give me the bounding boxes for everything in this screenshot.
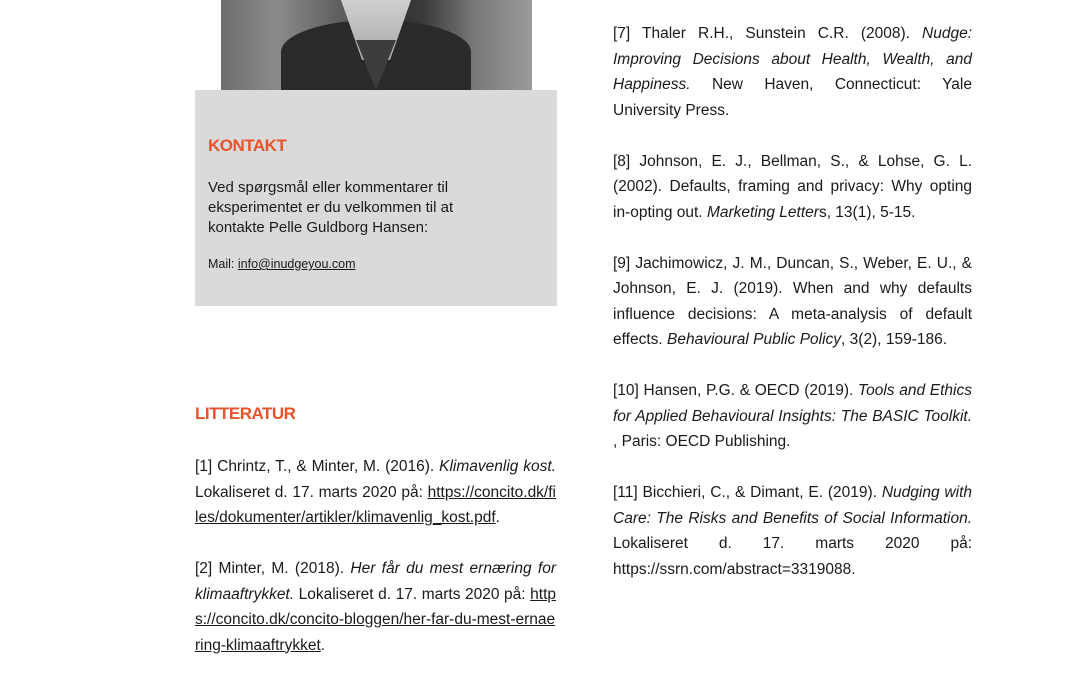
reference-link[interactable]: https://concito.dk/concito-bloggen/her-far-du-mest-ernaering-klimaaftrykket [195, 585, 556, 654]
literature-heading: LITTERATUR [195, 404, 296, 423]
reference-item [195, 556, 556, 658]
reference-text: Lokaliseret d. 17. marts 2020 på: [195, 483, 428, 501]
reference-text: [7] Thaler R.H., Sunstein C.R. (2008). [613, 25, 923, 42]
reference-text: , 3(2), 159-186. [841, 331, 948, 348]
mail-link[interactable]: info@inudgeyou.com [237, 257, 356, 271]
mail-line [208, 257, 356, 271]
reference-title: Nudge: Improving Decisions about Health, Wealth, and Happiness. [613, 25, 972, 93]
contact-heading: KONTAKT [208, 136, 287, 155]
reference-text: [10] Hansen, P.G. & OECD (2019). [613, 382, 859, 399]
reference-item [195, 454, 556, 531]
reference-text: Lokaliseret d. 17. marts 2020 på: https://ssrn.com/abstract=3319088. [613, 535, 972, 578]
reference-item [613, 480, 972, 582]
reference-text: , Paris: OECD Publishing. [613, 433, 791, 450]
reference-text: [8] Johnson, E. J., Bellman, S., & Lohse, G. L. (2002). Defaults, framing and privacy: Why opting in-opting out. [613, 152, 972, 221]
reference-text: . [495, 509, 500, 526]
reference-item [613, 378, 972, 455]
reference-text: . [320, 636, 326, 654]
reference-text: [2] Minter, M. (2018). [195, 560, 351, 577]
references-left-column [195, 454, 556, 684]
reference-title: Her får du mest ernæring for klimaaftrykket. [195, 560, 556, 603]
reference-text: Lokaliseret d. 17. marts 2020 på: [294, 585, 531, 603]
reference-item [613, 21, 972, 123]
contact-text: Ved spørgsmål eller kommentarer til eksperimentet er du velkommen til at kontakte Pelle Guldborg Hansen: [208, 179, 454, 236]
reference-title: Marketing Letter [706, 203, 819, 221]
reference-text: [9] Jachimowicz, J. M., Duncan, S., Weber, E. U., & Johnson, E. J. (2019). When and why defaults influence decisions: A meta-analysis of default effects. [613, 254, 972, 348]
reference-item [613, 149, 972, 226]
reference-title: Tools and Ethics for Applied Behavioural Insights: The BASIC Toolkit. [613, 382, 972, 425]
references-right-column [613, 21, 972, 608]
reference-title: Behavioural Public Policy [667, 331, 842, 348]
mail-label: Mail: [208, 257, 238, 271]
reference-text: [1] Chrintz, T., & Minter, M. (2016). [195, 458, 440, 475]
reference-text: [11] Bicchieri, C., & Dimant, E. (2019). [613, 484, 882, 501]
reference-text: New Haven, Connecticut: Yale University Press. [613, 76, 972, 119]
reference-link[interactable]: https://concito.dk/files/dokumenter/artikler/klimavenlig_kost.pdf [195, 483, 556, 526]
reference-item [613, 251, 972, 353]
reference-text: s, 13(1), 5-15. [818, 203, 916, 221]
reference-title: Klimavenlig kost. [439, 458, 557, 475]
contact-box [195, 90, 557, 306]
portrait-photo [221, 0, 532, 90]
reference-title: Nudging with Care: The Risks and Benefits of Social Information. [613, 484, 972, 527]
